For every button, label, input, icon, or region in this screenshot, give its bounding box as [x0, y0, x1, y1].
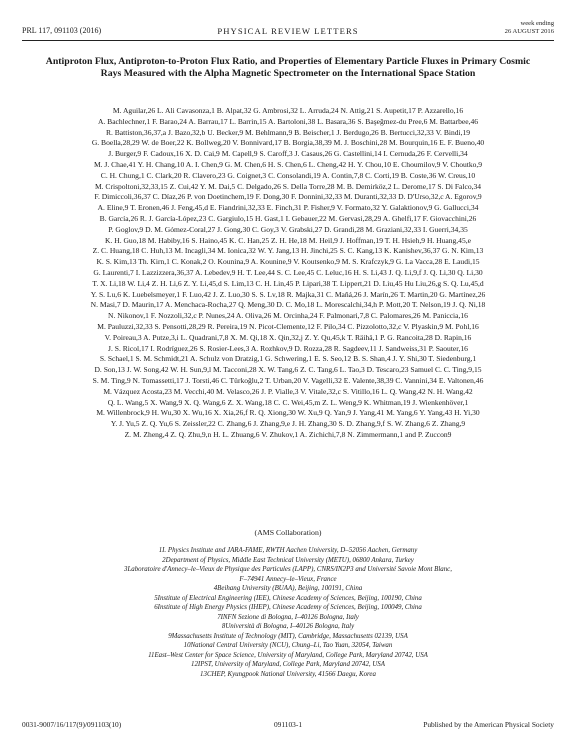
affiliation-line: 13CHEP, Kyungpook National University, 41566 Daegu, Korea — [200, 670, 376, 678]
issue-date — [505, 20, 554, 36]
journal-reference: PRL 117, 091103 (2016) — [22, 26, 102, 35]
affiliation-line: 8Università di Bologna, I–40126 Bologna, Italy — [221, 623, 355, 630]
author-line: N. Nikonov,1 F. Nozzoli,32,c P. Nunes,24 A. Oliva,26 M. Orcinha,24 F. Palmonari,7,8 C. Palomares,26 M. Paniccia,16 — [108, 311, 468, 321]
date: 26 AUGUST 2016 — [504, 28, 554, 35]
author-line: M. Aguilar,26 L. Ali Cavasonza,1 B. Alpat,32 G. Ambrosi,32 L. Arruda,24 N. Attig,21 S. Aupetit,17 P. Azzarello,16 — [112, 106, 464, 115]
author-line: V. Poireau,3 A. Putze,3,i L. Quadrani,7,8 X. M. Qi,18 X. Qin,32,j Z. Y. Qu,45,k T. Räihä,1 P. G. Rancoita,28 D. Rapin,16 — [104, 332, 472, 342]
author-line: B. García,26 R. J. García-López,23 C. Gargiulo,15 H. Gast,1 I. Gebauer,22 M. Gervasi,28,29 A. Ghelfi,17 F. Giovacchini,26 — [99, 213, 477, 223]
affiliation-line: 4Beihang University (BUAA), Beijing, 100191, China — [213, 585, 363, 592]
author-line: Y. S. Lu,6 K. Luebelsmeyer,1 F. Luo,42 J. Z. Luo,30 S. S. Lv,18 R. Majka,31 C. Mañá,26 J. Marín,26 T. Martin,20 G. Martínez,26 — [90, 289, 486, 299]
affiliation-line: 2Department of Physics, Middle East Technical University (METU), 06800 Ankara, Turkey — [162, 556, 414, 564]
author-line: P. Goglov,9 D. M. Gómez-Coral,27 J. Gong,30 C. Goy,3 V. Grabski,27 D. Grandi,28 M. Graziani,32,33 I. Guerri,34,35 — [108, 224, 468, 234]
author-line: Z. M. Zheng,4 Z. Q. Zhu,9,n H. L. Zhuang,6 V. Zhukov,1 A. Zichichi,7,8 N. Zimmermann,1 and P. Zuccon9 — [124, 429, 452, 439]
author-line: Y. J. Yu,5 Z. Q. Yu,6 S. Zeissler,22 C. Zhang,6 J. Zhang,9,e J. H. Zhang,30 S. D. Zhang,9,f S. W. Zhang,6 Z. Zhang,9 — [110, 419, 466, 429]
author-line: A. Bachlechner,1 F. Barao,24 A. Barrau,17 L. Barrin,15 A. Bartoloni,38 L. Basara,36 S. Başeğmez-du Pree,6 M. Battarbee,46 — [97, 116, 479, 126]
affiliation-line: 9Massachusetts Institute of Technology (MIT), Cambridge, Massachusetts 02139, USA — [168, 632, 408, 640]
article-code: 0031-9007/16/117(9)/091103(10) — [22, 720, 122, 729]
collaboration-name: (AMS Collaboration) — [254, 528, 322, 537]
author-line: J. Burger,9 F. Cadoux,16 X. D. Cai,9 M. Capell,9 S. Caroff,3 J. Casaus,26 G. Castellini,14 I. Cernuda,26 F. Cervelli,34 — [108, 149, 468, 159]
author-line: S. M. Ting,9 N. Tomassetti,17 J. Torsti,46 C. Türkoğlu,2 T. Urban,20 V. Vagelli,32 E. Valente,38,39 C. Vannini,34 E. Valtonen,46 — [92, 375, 484, 385]
paper-title: Antiproton Flux, Antiproton-to-Proton Flux Ratio, and Properties of Elementary Particle Fluxes in Primary Cosmic Rays Measured with the Alpha Magnetic Spectrometer on the International Space Station — [45, 56, 531, 79]
affiliation-list — [30, 546, 546, 679]
affiliation-line: 11East–West Center for Space Science, University of Maryland, College Park, Maryland 20742, USA — [148, 651, 428, 659]
author-line: M. Pauluzzi,32,33 S. Pensotti,28,29 R. Pereira,19 N. Picot-Clemente,12 F. Pilo,34 C. Pizzolotto,32,c V. Plyaskin,9 M. Pohl,16 — [97, 321, 479, 331]
author-line: S. Schael,1 S. M. Schmidt,21 A. Schulz von Dratzig,1 G. Schwering,1 E. S. Seo,12 B. S. Shan,4 J. Y. Shi,30 T. Siedenburg,1 — [99, 354, 477, 364]
page-number: 091103-1 — [273, 720, 303, 729]
author-line: G. Boella,28,29 W. de Boer,22 K. Bollweg,20 V. Bonnivard,17 B. Borgia,38,39 M. J. Boschini,28 M. Bourquin,16 E. F. Bueno,40 — [91, 138, 485, 148]
author-line: K. H. Guo,18 M. Habiby,16 S. Haino,45 K. C. Han,25 Z. H. He,18 M. Heil,9 J. Hoffman,19 T. H. Hsieh,9 H. Huang,45,e — [105, 235, 471, 245]
author-line: G. Laurenti,7 I. Lazzizzera,36,37 A. Lebedev,9 H. T. Lee,44 S. C. Lee,45 C. Leluc,16 H. S. Li,43 J. Q. Li,9,f J. Q. Li,30 Q. Li,30 — [93, 267, 483, 277]
author-line: C. H. Chung,1 C. Clark,20 R. Clavero,23 G. Coignet,3 C. Consolandi,19 A. Contin,7,8 C. Corti,19 B. Coste,36 W. Creus,10 — [100, 170, 476, 180]
header-rule — [22, 40, 554, 41]
author-line: Z. C. Huang,18 C. Huh,13 M. Incagli,34 M. Ionica,32 W. Y. Jang,13 H. Jinchi,25 S. C. Kang,13 K. Kanishev,36,37 G. N. Kim,13 — [92, 246, 484, 256]
author-line: A. Eline,9 T. Eronen,46 J. Feng,45,d E. Fiandrini,32,33 E. Finch,31 P. Fisher,9 V. Formato,32 Y. Galaktionov,9 G. Gallucci,34 — [97, 203, 479, 213]
author-line: F. Dimiccoli,36,37 C. Díaz,26 P. von Doetinchem,19 F. Dong,30 F. Donnini,32,33 M. Duranti,32,33 D. D'Urso,32,c A. Egorov,9 — [94, 192, 482, 202]
author-line: M. J. Chae,41 Y. H. Chang,10 A. I. Chen,9 G. M. Chen,6 H. S. Chen,6 L. Cheng,42 H. Y. Chou,10 E. Choumilov,9 V. Choutko,9 — [93, 159, 483, 169]
author-line: Q. L. Wang,5 X. Wang,9 X. Q. Wang,6 Z. X. Wang,18 C. C. Wei,45,m Z. L. Weng,9 K. Whitman,19 J. Wienkenhöver,1 — [107, 397, 469, 407]
author-line: M. Crispoltoni,32,33,15 Z. Cui,42 Y. M. Dai,5 C. Delgado,26 S. Della Torre,28 M. B. Demirköz,2 L. Derome,17 S. Di Falco,34 — [94, 181, 482, 191]
week-label: week ending — [520, 20, 554, 27]
affiliation-line: 12IPST, University of Maryland, College Park, Maryland 20742, USA — [191, 661, 385, 668]
publisher-note: Published by the American Physical Society — [423, 720, 554, 729]
affiliation-line: F–74941 Annecy–le–Vieux, France — [239, 575, 337, 583]
author-line: K. S. Kim,13 Th. Kirn,1 C. Konak,2 O. Kounina,9 A. Kounine,9 V. Koutsenko,9 M. S. Krafczyk,9 G. La Vacca,28 E. Laudi,15 — [96, 257, 480, 267]
author-line: J. S. Ricol,17 I. Rodríguez,26 S. Rosier-Lees,3 A. Rozhkov,9 D. Rozza,28 R. Sagdeev,11 J. Sandweiss,31 P. Saouter,16 — [108, 343, 468, 353]
author-line: T. X. Li,18 W. Li,4 Z. H. Li,6 Z. Y. Li,45,d S. Lim,13 C. H. Lin,45 P. Lipari,38 T. Lippert,21 D. Liu,45 Hu Liu,26,g S. Q. Lu,45,d — [92, 278, 484, 288]
affiliation-line: 10National Central University (NCU), Chung–Li, Tao Yuan, 32054, Taiwan — [183, 642, 393, 649]
affiliation-line: 7INFN Sezione di Bologna, I–40126 Bologna, Italy — [217, 613, 359, 621]
author-line: R. Battiston,36,37,a J. Bazo,32,b U. Becker,9 M. Behlmann,9 B. Beischer,1 J. Berdugo,26 B. Bertucci,32,33 V. Bindi,19 — [105, 127, 471, 137]
author-line: D. Son,13 J. W. Song,42 W. H. Sun,9,l M. Tacconi,28 X. W. Tang,6 Z. C. Tang,6 L. Tao,3 D. Tescaro,23 Samuel C. C. Ting,9,15 — [94, 365, 482, 375]
author-line: M. Vázquez Acosta,23 M. Vecchi,40 M. Velasco,26 J. P. Vialle,3 V. Vitale,32,c S. Vitillo,16 L. Q. Wang,42 N. H. Wang,42 — [103, 386, 473, 396]
affiliation-line: 1I. Physics Institute and JARA-FAME, RWTH Aachen University, D–52056 Aachen, Germany — [158, 547, 418, 554]
journal-name: PHYSICAL REVIEW LETTERS — [217, 26, 359, 36]
author-line: M. Willenbrock,9 H. Wu,30 X. Wu,16 X. Xia,26,f R. Q. Xiong,30 W. Xu,9 Q. Yan,9 J. Yang,41 M. Yang,6 Y. Yang,43 H. Yi,30 — [96, 408, 480, 418]
affiliation-line: 3Laboratoire d'Annecy–le–Vieux de Physique des Particules (LAPP), CNRS/IN2P3 and Université Savoie Mont Blanc, — [124, 566, 452, 573]
author-line: N. Masi,7 D. Maurin,17 A. Menchaca-Rocha,27 Q. Meng,30 D. C. Mo,18 L. Morescalchi,34,h P. Mott,20 T. Nelson,19 J. Q. Ni,18 — [90, 300, 486, 310]
page-footer — [22, 720, 554, 730]
affiliation-line: 5Institute of Electrical Engineering (IEE), Chinese Academy of Sciences, Beijing, 100190, China — [154, 594, 422, 602]
running-header — [22, 20, 554, 40]
author-list — [24, 106, 552, 441]
affiliation-line: 6Institute of High Energy Physics (IHEP), Chinese Academy of Sciences, Beijing, 100049, China — [154, 604, 422, 611]
